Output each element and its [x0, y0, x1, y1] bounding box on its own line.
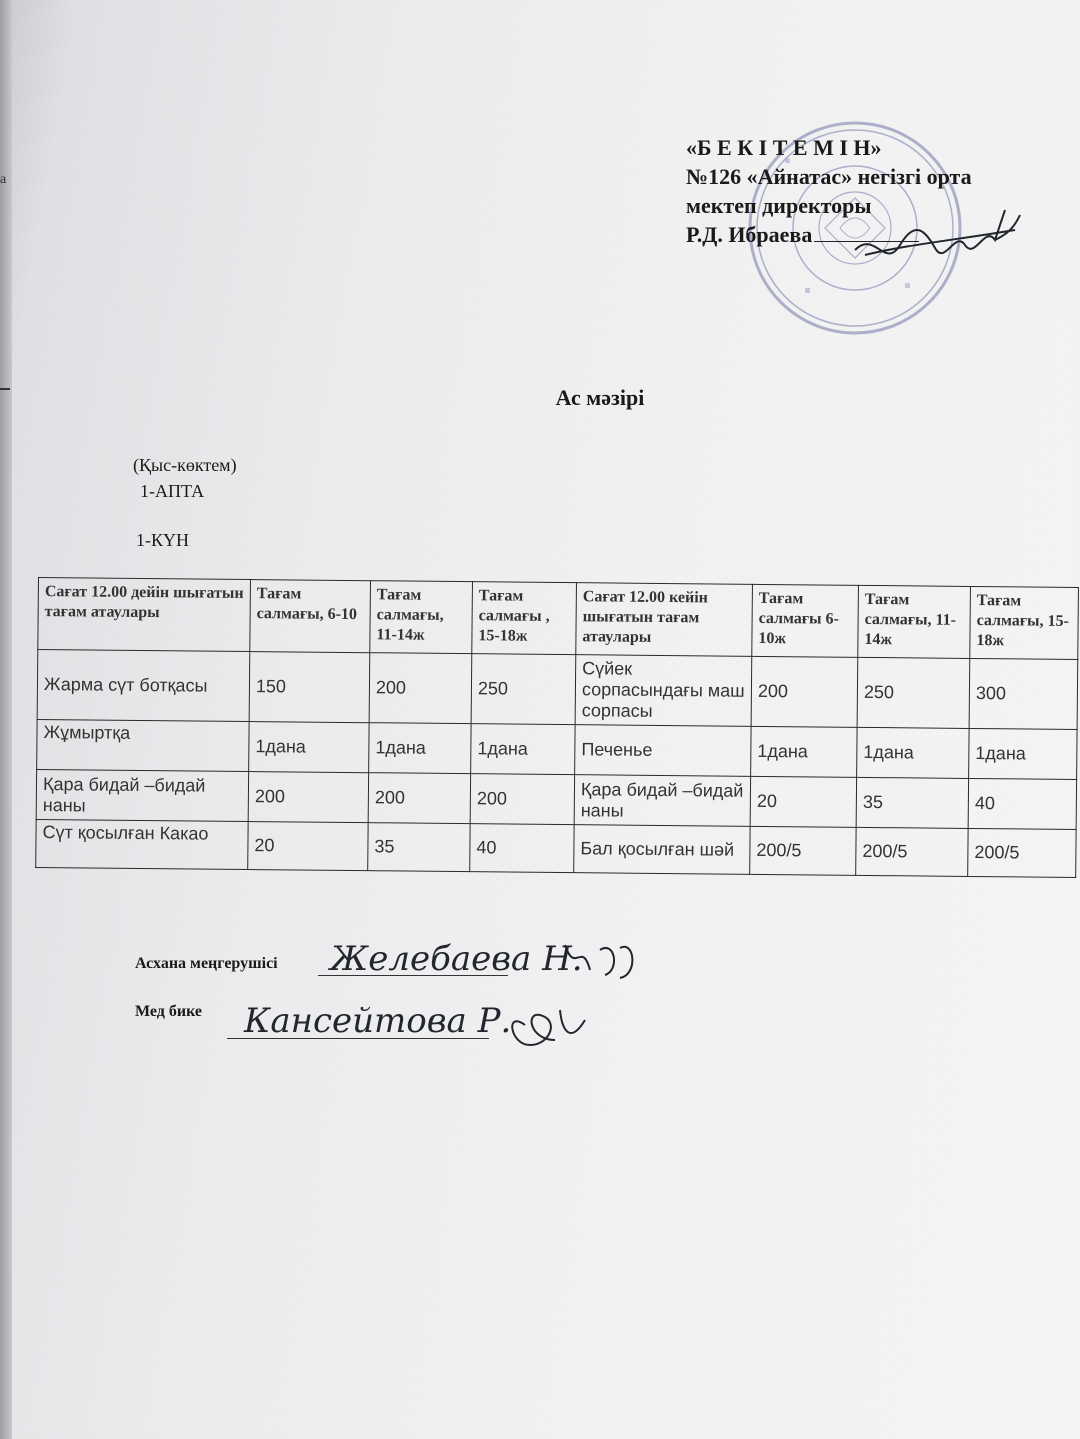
table-cell: 200	[248, 772, 368, 823]
week-label: 1-АПТА	[140, 481, 205, 501]
menu-table	[35, 577, 1079, 878]
table-cell: 1дана	[751, 726, 857, 777]
table-row	[37, 650, 1078, 730]
nurse-label: Мед бике	[135, 1003, 203, 1020]
edge-mark: а	[0, 172, 7, 187]
table-cell: 35	[856, 777, 968, 828]
svg-text:Кансейтова Р.: Кансейтова Р.	[244, 1001, 512, 1041]
table-cell: 1дана	[471, 724, 575, 775]
table-cell: Жұмыртқа	[37, 719, 249, 771]
table-cell: Қара бидай –бидай наны	[36, 769, 248, 821]
table-cell: Бал қосылған шәй	[574, 825, 750, 875]
table-cell: 250	[857, 657, 970, 728]
table-cell: 40	[968, 778, 1076, 829]
table-cell: 200	[470, 774, 574, 825]
table-cell: 1дана	[969, 728, 1077, 779]
header-cell: Сағат 12.00 дейін шығатын тағам атаулары	[38, 578, 251, 652]
kitchen-manager-signature	[320, 930, 650, 990]
table-cell: Печенье	[575, 725, 751, 777]
header-cell: Тағам салмағы, 11-14ж	[370, 581, 473, 654]
table-header-row	[38, 578, 1079, 660]
header-cell: Тағам салмағы , 15-18ж	[472, 582, 577, 655]
svg-text:Желебаева Н.: Желебаева Н.	[330, 939, 583, 979]
table-cell: 200/5	[968, 828, 1076, 877]
table-cell: 200/5	[856, 827, 968, 876]
table-cell: 200	[369, 653, 472, 724]
table-cell: Жарма сүт ботқасы	[37, 650, 250, 722]
table-cell: 200/5	[750, 826, 856, 875]
table-cell: 40	[470, 824, 574, 873]
approval-director-name: Р.Д. Ибраева	[686, 220, 972, 249]
season-label: (Қыс-көктем)	[133, 455, 237, 475]
day-label: 1-КҮН	[136, 530, 189, 550]
kitchen-manager-label: Асхана меңгерушісі	[135, 955, 278, 972]
table-cell: 200	[751, 656, 858, 727]
page-title: Ас мәзірі	[555, 385, 645, 410]
table-cell: 35	[368, 823, 470, 872]
table-cell: 200	[368, 773, 470, 824]
header-cell: Сағат 12.00 кейін шығатын тағам атаулары	[576, 583, 753, 657]
table-cell: Сүт қосылған Какао	[36, 819, 248, 869]
director-signature	[845, 200, 1025, 280]
header-cell: Тағам салмағы 6-10ж	[752, 584, 859, 657]
page-edge	[0, 0, 12, 1439]
table-cell: 1дана	[249, 722, 369, 773]
table-row	[36, 819, 1076, 877]
approval-position: мектеп директоры	[686, 193, 872, 218]
table-cell: 1дана	[369, 723, 471, 774]
approval-school: №126 «Айнатас» негізгі орта	[686, 164, 972, 189]
table-cell: 150	[249, 652, 370, 723]
nurse-signature	[240, 990, 600, 1060]
header-cell: Тағам салмағы, 15-18ж	[970, 586, 1079, 659]
table-cell: 20	[248, 822, 368, 871]
table-cell: 250	[471, 654, 576, 725]
table-cell: 20	[750, 776, 856, 827]
table-cell: 1дана	[857, 727, 969, 778]
table-cell: 300	[969, 658, 1078, 729]
header-cell: Тағам салмағы, 11-14ж	[858, 585, 971, 658]
table-cell: Сүйек сорпасындағы маш сорпасы	[575, 655, 752, 727]
table-cell: Қара бидай –бидай наны	[574, 775, 750, 827]
header-cell: Тағам салмағы, 6-10	[250, 580, 371, 653]
approval-heading: «Б Е К І Т Е М І Н»	[686, 135, 882, 160]
